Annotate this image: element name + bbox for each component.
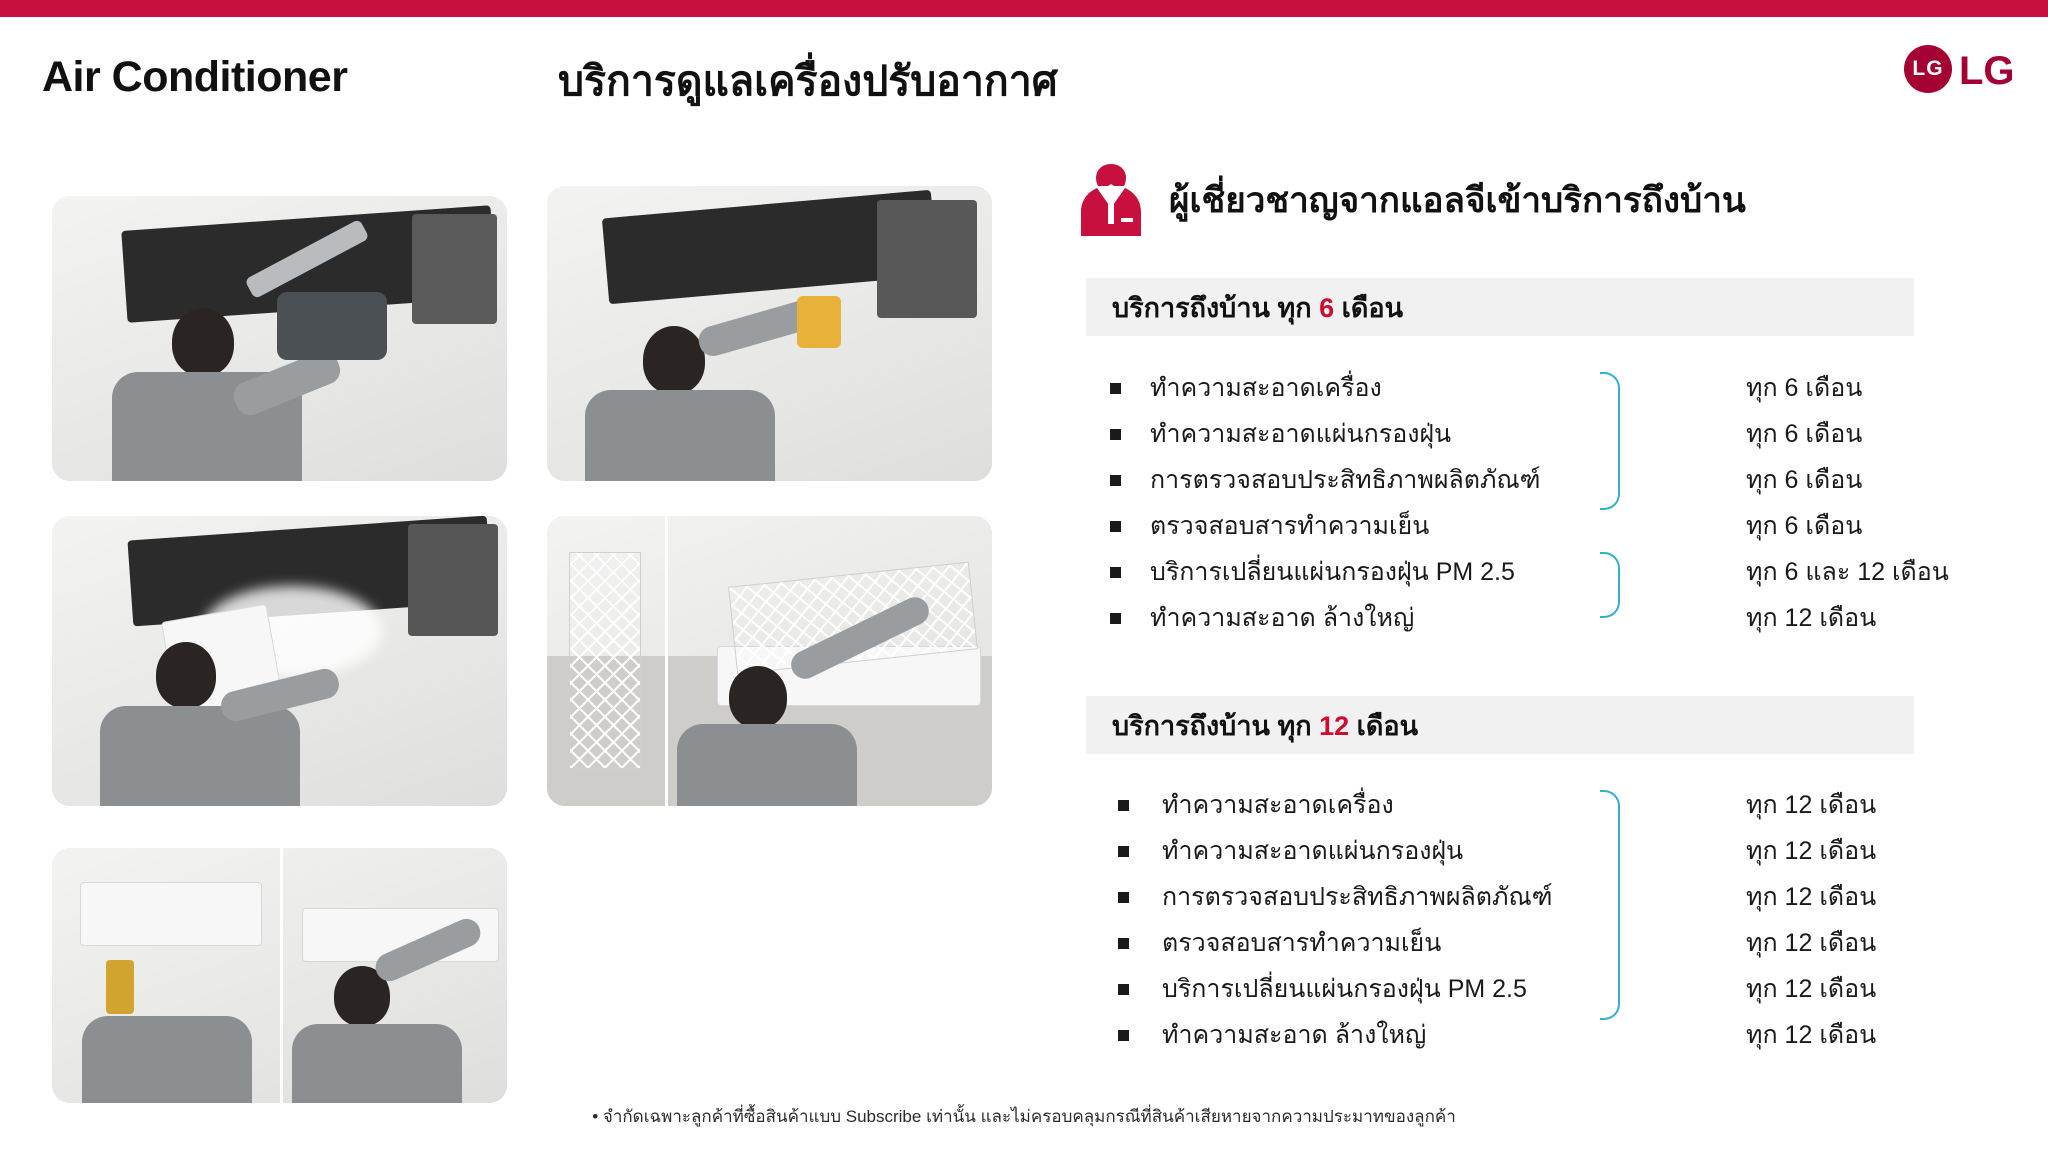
- bullet-icon: [1118, 800, 1129, 811]
- service-row: [1086, 1012, 1914, 1058]
- photo-final-inspection: [52, 848, 507, 1103]
- image-split-line: [280, 848, 283, 1103]
- expert-banner-text: ผู้เชี่ยวชาญจากแอลจีเข้าบริการถึงบ้าน: [1169, 180, 1746, 220]
- technician-body-right: [292, 1024, 462, 1103]
- section-header-suffix: เดือน: [1349, 710, 1419, 741]
- section-header-prefix: บริการถึงบ้าน ทุก: [1112, 710, 1320, 741]
- service-list-every-6-months: [1086, 365, 1949, 641]
- technician-head: [172, 308, 234, 376]
- ac-indoor-unit-left: [80, 882, 262, 946]
- service-name: การตรวจสอบประสิทธิภาพผลิตภัณฑ์: [1150, 466, 1541, 494]
- section-header-number: 12: [1319, 710, 1350, 741]
- service-row: [1086, 966, 1914, 1012]
- service-name: บริการเปลี่ยนแผ่นกรองฝุ่น PM 2.5: [1162, 975, 1527, 1003]
- bullet-icon: [1110, 475, 1121, 486]
- bullet-icon: [1110, 429, 1121, 440]
- ac-unit-side-panel: [412, 214, 497, 324]
- service-row: [1086, 365, 1914, 411]
- section-header-label: [1086, 704, 1418, 747]
- grouping-brace: [1600, 372, 1620, 510]
- bullet-icon: [1118, 984, 1129, 995]
- service-row: [1086, 595, 1914, 641]
- section-header-suffix: เดือน: [1334, 292, 1404, 323]
- service-row: [1086, 874, 1914, 920]
- lg-logo-mark: [1904, 45, 1952, 93]
- lg-logo: [1904, 43, 2015, 97]
- page-header: [0, 17, 2048, 127]
- photo-spray-cleaning: [547, 186, 992, 481]
- service-frequency: ทุก 6 เดือน: [1746, 374, 1863, 402]
- service-name: ตรวจสอบสารทำความเย็น: [1162, 929, 1442, 957]
- service-name: ทำความสะอาดแผ่นกรองฝุ่น: [1150, 420, 1452, 448]
- photo-vacuum-cleaning: [52, 196, 507, 481]
- section-header-number: 6: [1319, 292, 1335, 323]
- service-frequency: ทุก 12 เดือน: [1746, 604, 1877, 632]
- service-row: [1086, 411, 1914, 457]
- technician-head: [643, 326, 705, 394]
- bullet-icon: [1118, 892, 1129, 903]
- technician-body-left: [82, 1016, 252, 1103]
- service-row: [1086, 782, 1914, 828]
- service-name: ทำความสะอาดแผ่นกรองฝุ่น: [1162, 837, 1464, 865]
- service-frequency: ทุก 12 เดือน: [1746, 1021, 1877, 1049]
- bullet-icon: [1110, 567, 1121, 578]
- service-frequency: ทุก 12 เดือน: [1746, 791, 1877, 819]
- service-frequency: ทุก 12 เดือน: [1746, 975, 1877, 1003]
- technician-body: [677, 724, 857, 806]
- technician-body: [585, 390, 775, 481]
- service-frequency: ทุก 6 เดือน: [1746, 512, 1863, 540]
- photo-filter-replacement: [547, 516, 992, 806]
- section-header-prefix: บริการถึงบ้าน ทุก: [1112, 292, 1320, 323]
- service-frequency: ทุก 6 เดือน: [1746, 466, 1863, 494]
- pm25-filter-panel: [569, 552, 641, 769]
- top-accent-bar: [0, 0, 2048, 17]
- service-row: [1086, 457, 1914, 503]
- bullet-icon: [1118, 1030, 1129, 1041]
- bullet-icon: [1110, 521, 1121, 532]
- lg-logo-mark-text: LG: [1912, 57, 1944, 80]
- spray-bottle: [797, 296, 841, 348]
- technician-head: [156, 642, 216, 708]
- bullet-icon: [1118, 938, 1129, 949]
- service-name: การตรวจสอบประสิทธิภาพผลิตภัณฑ์: [1162, 883, 1553, 911]
- footnote: • จำกัดเฉพาะลูกค้าที่ซื้อสินค้าแบบ Subscribe เท่านั้น และไม่ครอบคลุมกรณีที่สินค้าเสียหายจากความประมาทของลูกค้า: [592, 1107, 1456, 1126]
- section-header-label: [1086, 286, 1403, 329]
- service-name: ทำความสะอาด ล้างใหญ่: [1150, 604, 1415, 632]
- inspection-device: [106, 960, 134, 1014]
- section-header-every-12-months: [1086, 696, 1914, 754]
- grouping-brace: [1600, 552, 1620, 618]
- bullet-icon: [1118, 846, 1129, 857]
- ac-unit-side-panel: [408, 524, 498, 636]
- bullet-icon: [1110, 613, 1121, 624]
- page-title-th: บริการดูแลเครื่องปรับอากาศ: [558, 58, 1058, 104]
- service-frequency: ทุก 6 เดือน: [1746, 420, 1863, 448]
- image-split-line: [665, 516, 668, 806]
- grouping-brace: [1600, 790, 1620, 1020]
- section-header-every-6-months: [1086, 278, 1914, 336]
- service-row: [1086, 503, 1914, 549]
- ac-unit-side-panel: [877, 200, 977, 318]
- service-frequency: ทุก 12 เดือน: [1746, 837, 1877, 865]
- service-frequency: ทุก 12 เดือน: [1746, 883, 1877, 911]
- photo-steam-cleaning: [52, 516, 507, 806]
- technician-body: [100, 706, 300, 806]
- service-frequency: ทุก 6 และ 12 เดือน: [1746, 558, 1949, 586]
- page-title-en: Air Conditioner: [42, 53, 348, 101]
- service-name: ทำความสะอาด ล้างใหญ่: [1162, 1021, 1427, 1049]
- service-list-every-12-months: [1086, 782, 1914, 1058]
- service-row: [1086, 549, 1949, 595]
- service-row: [1086, 828, 1914, 874]
- lg-logo-wordmark: LG: [1959, 49, 2015, 93]
- service-technician-icon: [1075, 160, 1147, 240]
- bullet-icon: [1110, 383, 1121, 394]
- service-frequency: ทุก 12 เดือน: [1746, 929, 1877, 957]
- service-name: ทำความสะอาดเครื่อง: [1162, 791, 1394, 819]
- service-row: [1086, 920, 1914, 966]
- service-name: บริการเปลี่ยนแผ่นกรองฝุ่น PM 2.5: [1150, 558, 1515, 586]
- technician-head: [729, 666, 787, 728]
- service-name: ทำความสะอาดเครื่อง: [1150, 374, 1382, 402]
- vacuum-tool: [277, 292, 387, 360]
- expert-banner: [1075, 160, 1746, 240]
- service-name: ตรวจสอบสารทำความเย็น: [1150, 512, 1430, 540]
